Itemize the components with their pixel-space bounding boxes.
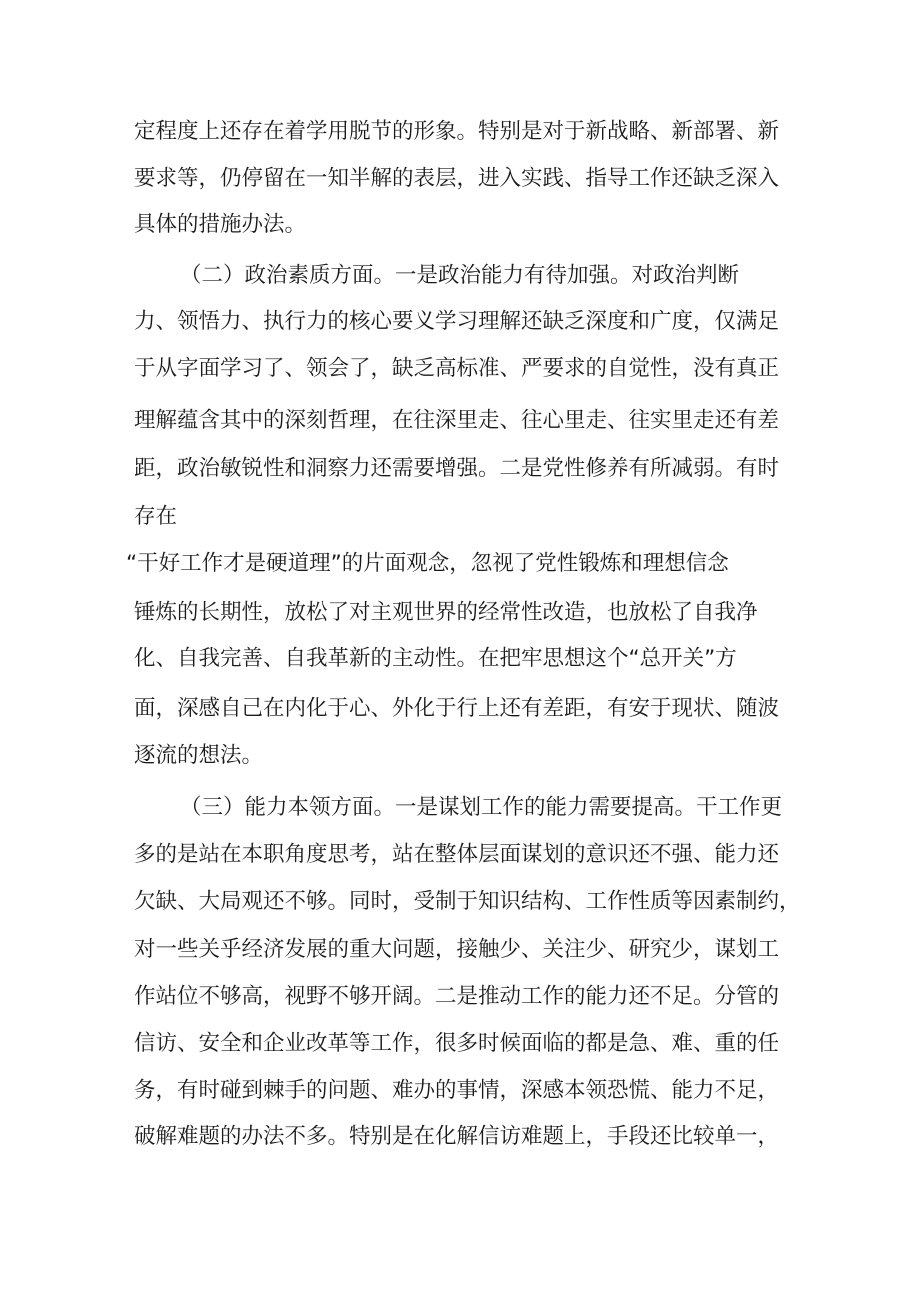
- text-line: 逐流的想法。: [134, 743, 264, 768]
- text-line: 信访、安全和企业改革等工作，很多时候面临的都是急、难、重的任: [134, 1031, 780, 1056]
- text-line: 距，政治敏锐性和洞察力还需要增强。二是党性修养有所减弱。有时: [134, 456, 780, 481]
- text-line: 定程度上还存在着学用脱节的形象。特别是对于新战略、新部署、新: [134, 119, 780, 144]
- text-line: 作站位不够高，视野不够开阔。二是推动工作的能力还不足。分管的: [134, 984, 780, 1009]
- section-heading-line: （三）能力本领方面。一是谋划工作的能力需要提高。干工作更: [180, 795, 783, 820]
- text-line: 多的是站在本职角度思考，站在整体层面谋划的意识还不强、能力还: [134, 842, 780, 867]
- text-line: 于从字面学习了、领会了，缺乏高标准、严要求的自觉性，没有真正: [134, 356, 780, 381]
- text-line: 理解蕴含其中的深刻哲理，在往深里走、往心里走、往实里走还有差: [134, 408, 780, 433]
- text-line: 力、领悟力、执行力的核心要义学习理解还缺乏深度和广度，仅满足: [134, 309, 780, 334]
- text-line: 要求等，仍停留在一知半解的表层，进入实践、指导工作还缺乏深入: [134, 166, 780, 191]
- text-line: “干好工作才是硬道理”的片面观念，忽视了党性锻炼和理想信念: [126, 551, 729, 576]
- text-line: 锤炼的长期性，放松了对主观世界的经常性改造，也放松了自我净: [134, 600, 758, 625]
- text-line: 存在: [134, 504, 178, 529]
- text-line: 对一些关乎经济发展的重大问题，接触少、关注少、研究少，谋划工: [134, 937, 780, 962]
- text-line: 化、自我完善、自我革新的主动性。在把牢思想这个“总开关”方: [134, 646, 737, 671]
- text-line: 具体的措施办法。: [134, 212, 307, 237]
- text-line: 破解难题的办法不多。特别是在化解信访难题上，手段还比较单一，: [134, 1124, 780, 1149]
- text-line: 欠缺、大局观还不够。同时，受制于知识结构、工作性质等因素制约，: [134, 889, 801, 914]
- section-heading-line: （二）政治素质方面。一是政治能力有待加强。对政治判断: [180, 263, 740, 288]
- text-line: 面，深感自己在内化于心、外化于行上还有差距，有安于现状、随波: [134, 696, 780, 721]
- text-line: 务，有时碰到棘手的问题、难办的事情，深感本领恐慌、能力不足，: [134, 1078, 780, 1103]
